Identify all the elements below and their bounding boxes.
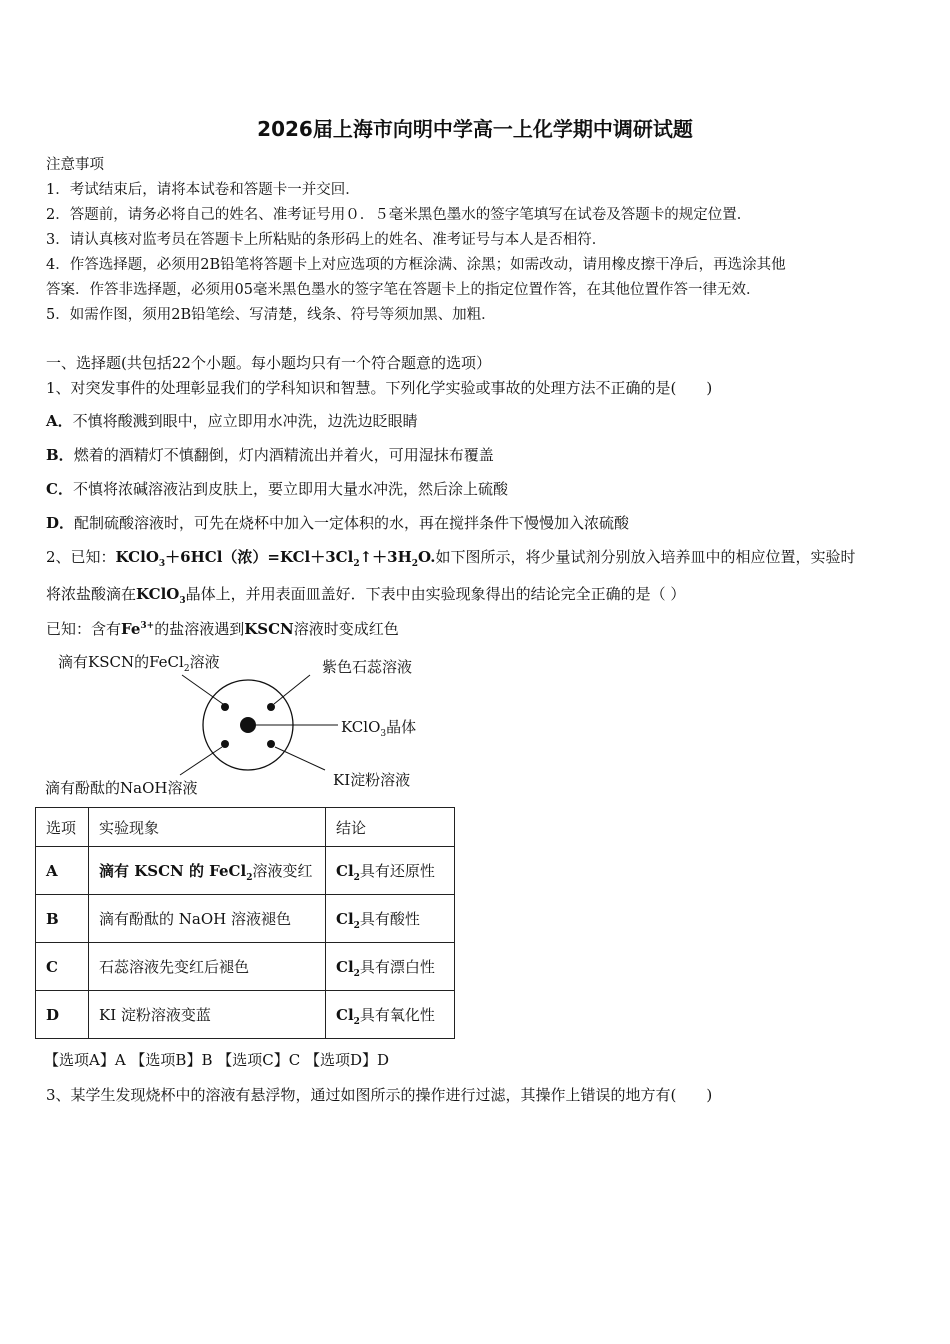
table-header-cell: 实验现象 (89, 808, 326, 847)
label-fecl2: 滴有KSCN的FeCl$_2$溶液 (58, 653, 220, 674)
label-kclo3: KClO$_3$晶体 (341, 718, 417, 739)
q1-option-d (46, 512, 629, 533)
table-cell-option: A (36, 847, 89, 895)
table-cell-phenomenon: 滴有 KSCN 的 FeCl$_2$溶液变红 (89, 847, 326, 895)
question-2-known: 已知：含有$Fe^{3+}$的盐溶液遇到KSCN溶液时变成红色 (46, 620, 399, 638)
litmus-drop-dot (267, 703, 275, 711)
label-ki-starch: KI淀粉溶液 (333, 771, 411, 789)
q2-suffix: 如下图所示，将少量试剂分别放入培养皿中的相应位置，实验时 (435, 548, 856, 566)
table-cell-conclusion: $Cl_2$具有酸性 (326, 895, 455, 943)
label-litmus: 紫色石蕊溶液 (322, 658, 413, 676)
table-header-row (36, 808, 455, 847)
table-row (36, 895, 455, 943)
q1-option-b (46, 444, 494, 465)
notice-item: 1．考试结束后，请将本试卷和答题卡一并交回． (46, 182, 360, 198)
option-text: 不慎将浓碱溶液沾到皮肤上，要立即用大量水冲洗，然后涂上硫酸 (72, 480, 508, 498)
option-letter: C． (46, 480, 73, 498)
notice-item: 4．作答选择题，必须用2B铅笔将答题卡上对应选项的方框涂满、涂黑；如需改动，请用橡皮擦干净后，再选涂其他 (46, 257, 786, 273)
ki-drop-dot (267, 740, 275, 748)
notice-item: 5．如需作图，须用2B铅笔绘、写清楚，线条、符号等须加黑、加粗． (46, 307, 496, 323)
leader-line (275, 747, 325, 770)
page-title: 2026届上海市向明中学高一上化学期中调研试题 (257, 117, 693, 141)
table-cell-phenomenon: KI 淀粉溶液变蓝 (89, 991, 326, 1039)
label-naoh: 滴有酚酞的NaOH溶液 (45, 779, 198, 797)
table-header-cell: 结论 (326, 808, 455, 847)
kclo3-crystal-dot (240, 717, 256, 733)
fecl2-drop-dot (221, 703, 229, 711)
table-cell-conclusion: $Cl_2$具有漂白性 (326, 943, 455, 991)
section-heading: 一、选择题(共包括22个小题。每小题均只有一个符合题意的选项） (46, 354, 491, 372)
notice-item: 2．答题前，请务必将自己的姓名、准考证号用０．５毫米黑色墨水的签字笔填写在试卷及答题卡的规定位置． (46, 207, 752, 223)
leader-line (180, 747, 222, 775)
q1-option-c (46, 478, 508, 499)
option-text: 燃着的酒精灯不慎翻倒，灯内酒精流出并着火，可用湿抹布覆盖 (73, 446, 494, 464)
question-1-stem: 1、对突发事件的处理彰显我们的学科知识和智慧。下列化学实验或事故的处理方法不正确的是( ) (46, 379, 713, 397)
leader-line (274, 675, 310, 704)
question-3-stem: 3、某学生发现烧杯中的溶液有悬浮物，通过如图所示的操作进行过滤，其操作上错误的地方有( ) (46, 1086, 713, 1104)
option-letter: B． (46, 446, 74, 464)
notice-item: 答案．作答非选择题，必须用05毫米黑色墨水的签字笔在答题卡上的指定位置作答，在其他位置作答一律无效． (46, 282, 761, 298)
q2-prefix: 2、已知： (46, 548, 116, 566)
q2-equation: KClO$_3$＋6HCl（浓）$=KCl+3Cl_2↑+3H_2O$. (115, 548, 436, 569)
table-row (36, 991, 455, 1039)
q1-option-a (46, 410, 418, 431)
results-table (35, 807, 455, 1039)
table-header-cell: 选项 (36, 808, 89, 847)
naoh-drop-dot (221, 740, 229, 748)
option-letter: A． (46, 412, 73, 430)
petri-dish-figure (40, 645, 440, 800)
option-text: 不慎将酸溅到眼中，应立即用水冲洗，边洗边眨眼睛 (72, 412, 418, 430)
leader-line (182, 675, 223, 704)
q2-answer-options: 【选项A】A 【选项B】B 【选项C】C 【选项D】D (44, 1051, 390, 1069)
table-row (36, 943, 455, 991)
table-cell-option: C (36, 943, 89, 991)
table-cell-option: D (36, 991, 89, 1039)
option-text: 配制硫酸溶液时，可先在烧杯中加入一定体积的水，再在搅拌条件下慢慢加入浓硫酸 (74, 514, 630, 532)
question-2-line2: 将浓盐酸滴在KClO$_3$晶体上，并用表面皿盖好．下表中由实验现象得出的结论完全正确的是（ ） (46, 585, 686, 606)
option-letter: D． (46, 514, 75, 532)
notice-item: 3．请认真核对监考员在答题卡上所粘贴的条形码上的姓名、准考证号与本人是否相符． (46, 232, 607, 248)
table-row (36, 847, 455, 895)
notice-heading: 注意事项 (46, 157, 104, 173)
table-cell-phenomenon: 石蕊溶液先变红后褪色 (89, 943, 326, 991)
table-cell-option: B (36, 895, 89, 943)
table-cell-conclusion: $Cl_2$具有氧化性 (326, 991, 455, 1039)
table-cell-phenomenon: 滴有酚酞的 NaOH 溶液褪色 (89, 895, 326, 943)
question-2-stem (46, 546, 855, 567)
table-cell-conclusion: $Cl_2$具有还原性 (326, 847, 455, 895)
